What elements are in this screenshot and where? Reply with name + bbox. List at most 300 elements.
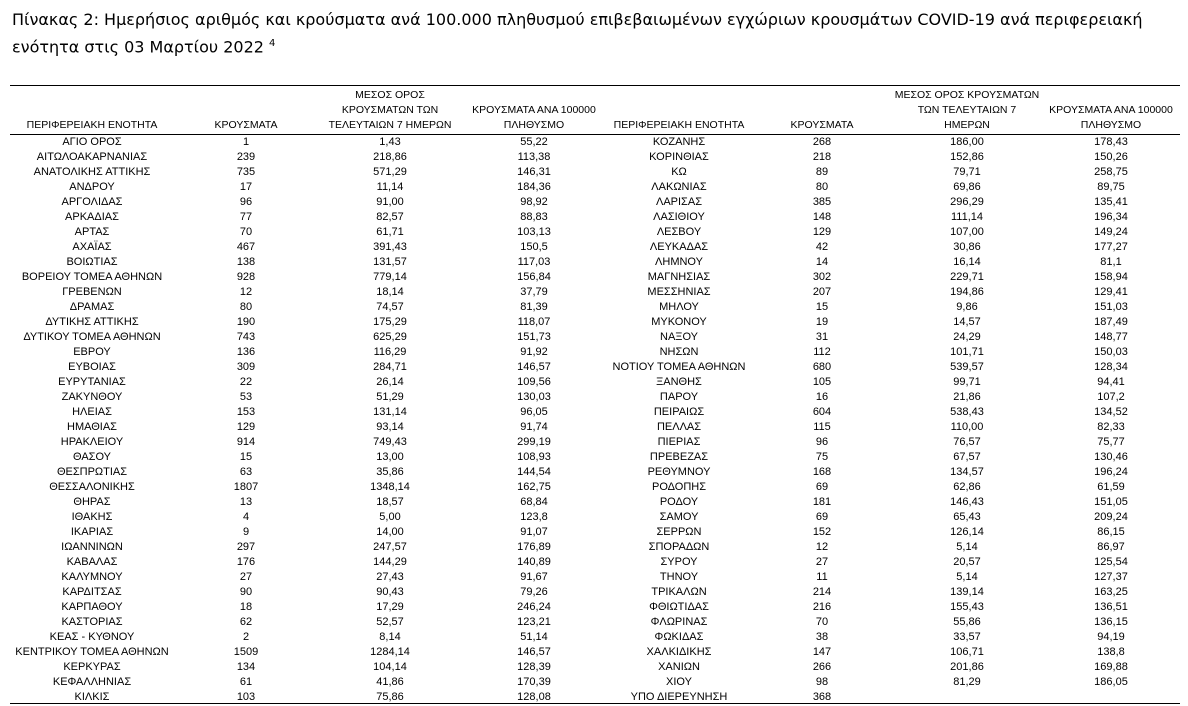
table-top-rule [10,85,1180,86]
cell-region: ΧΑΛΚΙΔΙΚΗΣ [646,646,712,658]
cell-cases: 368 [812,691,832,703]
table-row [10,165,606,180]
cell-cases: 914 [236,436,256,448]
cell-region: ΤΡΙΚΑΛΩΝ [651,586,707,598]
cell-per100k: 128,39 [517,661,551,673]
cell-per100k: 107,2 [1097,391,1125,403]
cell-cases: 15 [815,301,829,313]
cell-region: ΦΩΚΙΔΑΣ [654,631,704,643]
cell-per100k: 91,92 [520,346,548,358]
cell-per100k: 196,24 [1094,466,1128,478]
table-row [10,495,606,510]
cell-cases: 743 [236,331,256,343]
footnote-marker: 4 [269,38,276,49]
table-row [10,675,606,690]
cell-avg7: 131,57 [373,256,407,268]
cell-per100k: 184,36 [517,181,551,193]
header-per100k: ΚΡΟΥΣΜΑΤΑ ΑΝΑ 100000 ΠΛΗΘΥΣΜΟ [462,88,606,135]
cell-avg7: 144,29 [373,556,407,568]
cell-cases: 70 [815,616,829,628]
cell-cases: 735 [236,166,256,178]
table-row [10,270,606,285]
cell-avg7: 33,57 [953,631,981,643]
table-row [606,615,1180,630]
cell-per100k: 96,05 [520,406,548,418]
table-row [10,390,606,405]
cell-cases: 467 [236,241,256,253]
cell-cases: 62 [239,616,253,628]
cell-region: ΛΕΥΚΑΔΑΣ [649,241,709,253]
header-avg7: ΜΕΣΟΣ ΟΡΟΣ ΚΡΟΥΣΜΑΤΩΝ ΤΩΝ ΤΕΛΕΥΤΑΙΩΝ 7 ΗΜΕΡΩΝ [892,88,1042,135]
cell-per100k: 75,77 [1097,436,1125,448]
cell-per100k: 177,27 [1094,241,1128,253]
cell-avg7: 18,14 [376,286,404,298]
table-row [10,540,606,555]
cell-avg7: 9,86 [956,301,978,313]
cell-region: ΜΕΣΣΗΝΙΑΣ [647,286,711,298]
cell-avg7: 91,00 [376,196,404,208]
cell-cases: 268 [812,136,832,148]
cell-per100k: 136,15 [1094,616,1128,628]
cell-per100k: 130,03 [517,391,551,403]
table-row [606,180,1180,195]
cell-cases: 90 [239,586,253,598]
cell-cases: 38 [815,631,829,643]
cell-cases: 27 [239,571,253,583]
cell-cases: 239 [236,151,256,163]
cell-per100k: 178,43 [1094,136,1128,148]
cell-per100k: 108,93 [517,451,551,463]
cell-per100k: 146,57 [517,646,551,658]
cell-cases: 309 [236,361,256,373]
cell-region: ΔΥΤΙΚΟΥ ΤΟΜΕΑ ΑΘΗΝΩΝ [23,331,161,343]
table-row [10,375,606,390]
cell-cases: 12 [815,541,829,553]
table-row [10,450,606,465]
cell-region: ΞΑΝΘΗΣ [656,376,702,388]
cell-per100k: 151,03 [1094,301,1128,313]
cell-cases: 22 [239,376,253,388]
cell-region: ΝΑΞΟΥ [660,331,698,343]
cell-avg7: 116,29 [373,346,407,358]
cell-region: ΦΘΙΩΤΙΔΑΣ [649,601,709,613]
cell-per100k: 156,84 [517,271,551,283]
table-row [606,450,1180,465]
table-row [606,240,1180,255]
table-row [606,195,1180,210]
cell-avg7: 539,57 [950,361,984,373]
table-row [10,150,606,165]
cell-per100k: 187,49 [1094,316,1128,328]
cell-region: ΚΑΡΠΑΘΟΥ [61,601,123,613]
cell-per100k: 128,08 [517,691,551,703]
table-row [10,180,606,195]
cell-cases: 98 [815,676,829,688]
table-row [10,570,606,585]
caption-text: Πίνακας 2: Ημερήσιος αριθμός και κρούσματα ανά 100.000 πληθυσμού επιβεβαιωμένων εγχώριων κρουσμάτων COVID-19 ανά περιφερειακή ενότητα στις 03 Μαρτίου 2022 [12,10,1143,57]
table-row [606,525,1180,540]
cell-cases: 1807 [233,481,259,493]
table-row [10,615,606,630]
cell-region: ΑΝΑΤΟΛΙΚΗΣ ΑΤΤΙΚΗΣ [33,166,151,178]
cell-region: ΘΕΣΣΑΛΟΝΙΚΗΣ [49,481,135,493]
cell-avg7: 18,57 [376,496,404,508]
cell-region: ΔΡΑΜΑΣ [69,301,115,313]
cell-cases: 218 [812,151,832,163]
table-row [606,435,1180,450]
cell-region: ΠΑΡΟΥ [659,391,699,403]
cell-region: ΘΕΣΠΡΩΤΙΑΣ [56,466,128,478]
cell-per100k: 109,56 [517,376,551,388]
table-row [606,495,1180,510]
cell-per100k: 79,26 [520,586,548,598]
cell-per100k: 123,8 [520,511,548,523]
table-row [606,465,1180,480]
table-row [10,240,606,255]
cell-cases: 214 [812,586,832,598]
cell-cases: 80 [815,181,829,193]
cell-region: ΡΟΔΟΠΗΣ [651,481,707,493]
cell-avg7: 51,29 [376,391,404,403]
table-row [606,360,1180,375]
cell-avg7: 30,86 [953,241,981,253]
table-row [10,300,606,315]
cell-avg7: 5,14 [956,571,978,583]
table-row [10,360,606,375]
cell-cases: 112 [813,346,831,358]
cell-per100k: 138,8 [1097,646,1125,658]
cell-region: ΗΛΕΙΑΣ [72,406,112,418]
cell-cases: 96 [239,196,253,208]
cell-avg7: 175,29 [373,316,407,328]
cell-per100k: 118,07 [517,316,551,328]
table-row [10,315,606,330]
cell-avg7: 8,14 [379,631,401,643]
cell-cases: 105 [812,376,832,388]
cell-region: ΖΑΚΥΝΘΟΥ [61,391,123,403]
cell-region: ΑΡΚΑΔΙΑΣ [65,211,119,223]
cell-avg7: 201,86 [950,661,984,673]
table-row [10,225,606,240]
cell-avg7: 26,14 [376,376,404,388]
cell-region: ΑΓΙΟ ΟΡΟΣ [62,136,122,148]
cell-cases: 152 [812,526,832,538]
cell-region: ΤΗΝΟΥ [659,571,699,583]
table-row [606,390,1180,405]
header-cases: ΚΡΟΥΣΜΑΤΑ [174,88,318,135]
cell-avg7: 90,43 [376,586,404,598]
cell-avg7: 69,86 [953,181,981,193]
table-row [606,600,1180,615]
cell-region: ΑΡΓΟΛΙΔΑΣ [61,196,123,208]
cell-per100k: 37,79 [520,286,548,298]
table-row [10,630,606,645]
cell-region: ΑΡΤΑΣ [74,226,110,238]
cell-cases: 12 [239,286,253,298]
cell-avg7: 538,43 [950,406,984,418]
cell-per100k: 51,14 [520,631,548,643]
cell-per100k: 86,97 [1097,541,1125,553]
cell-avg7: 218,86 [373,151,407,163]
cell-cases: 385 [812,196,832,208]
cell-cases: 136 [236,346,256,358]
cell-cases: 928 [236,271,256,283]
cell-per100k: 169,88 [1094,661,1128,673]
cell-cases: 168 [812,466,832,478]
cell-cases: 16 [815,391,829,403]
cell-region: ΠΙΕΡΙΑΣ [657,436,701,448]
cell-avg7: 1284,14 [370,646,410,658]
cell-avg7: 65,43 [953,511,981,523]
cell-region: ΙΩΑΝΝΙΝΩΝ [61,541,123,553]
table-row [10,660,606,675]
cell-cases: 77 [239,211,253,223]
cell-avg7: 571,29 [373,166,407,178]
table-row [10,405,606,420]
cell-avg7: 194,86 [950,286,984,298]
table-row [606,375,1180,390]
cell-cases: 680 [812,361,832,373]
table-row [606,675,1180,690]
cell-avg7: 14,57 [953,316,981,328]
table-row [606,330,1180,345]
cell-region: ΚΩ [671,166,687,178]
table-row [606,315,1180,330]
cell-region: ΛΑΚΩΝΙΑΣ [651,181,707,193]
cell-cases: 176 [236,556,256,568]
cell-region: ΜΑΓΝΗΣΙΑΣ [647,271,711,283]
cell-per100k: 151,73 [517,331,551,343]
table-header-row [606,88,1180,135]
table-row [606,405,1180,420]
cell-avg7: 82,57 [376,211,404,223]
table-row [10,555,606,570]
cell-per100k: 144,54 [517,466,551,478]
cases-table-left [10,88,606,705]
cell-region: ΚΟΡΙΝΘΙΑΣ [649,151,709,163]
cell-cases: 61 [239,676,253,688]
cell-per100k: 127,37 [1094,571,1128,583]
cell-per100k: 146,57 [517,361,551,373]
cell-region: ΛΑΡΙΣΑΣ [655,196,702,208]
cell-avg7: 247,57 [373,541,407,553]
table-row [10,480,606,495]
cell-region: ΗΡΑΚΛΕΙΟΥ [60,436,124,448]
cell-avg7: 27,43 [376,571,404,583]
cell-region: ΘΗΡΑΣ [73,496,111,508]
cell-cases: 207 [812,286,832,298]
cell-per100k: 140,89 [517,556,551,568]
cell-per100k: 94,41 [1097,376,1125,388]
cell-avg7: 41,86 [376,676,404,688]
cell-per100k: 113,38 [517,151,551,163]
cell-avg7: 55,86 [953,616,981,628]
cell-cases: 103 [236,691,256,703]
table-header-row [10,88,606,135]
cell-cases: 42 [815,241,829,253]
cell-cases: 14 [815,256,829,268]
cell-avg7: 61,71 [376,226,404,238]
cell-per100k: 123,21 [517,616,551,628]
cell-region: ΣΑΜΟΥ [659,511,699,523]
cell-cases: 18 [239,601,253,613]
table-row [606,345,1180,360]
cell-per100k: 299,19 [517,436,551,448]
cell-region: ΒΟΙΩΤΙΑΣ [66,256,118,268]
cell-region: ΔΥΤΙΚΗΣ ΑΤΤΙΚΗΣ [45,316,139,328]
cell-avg7: 13,00 [376,451,404,463]
cell-per100k: 150,5 [520,241,548,253]
cell-region: ΕΒΡΟΥ [73,346,111,358]
cell-region: ΚΙΛΚΙΣ [74,691,110,703]
cell-cases: 96 [815,436,829,448]
cell-region: ΑΙΤΩΛΟΑΚΑΡΝΑΝΙΑΣ [36,151,148,163]
cell-cases: 190 [236,316,256,328]
cell-region: ΧΑΝΙΩΝ [658,661,700,673]
cell-region: ΜΗΛΟΥ [659,301,699,313]
table-row [606,270,1180,285]
cell-per100k: 88,83 [520,211,548,223]
cell-cases: 63 [239,466,253,478]
cell-cases: 134 [236,661,256,673]
table-row [10,135,606,151]
cell-per100k: 82,33 [1097,421,1125,433]
cell-avg7: 111,14 [950,211,983,223]
table-row [10,195,606,210]
cell-region: ΠΕΙΡΑΙΩΣ [653,406,705,418]
cell-cases: 302 [812,271,832,283]
cell-avg7: 67,57 [953,451,981,463]
cell-region: ΗΜΑΘΙΑΣ [67,421,117,433]
cell-avg7: 391,43 [373,241,407,253]
cell-avg7: 101,71 [950,346,984,358]
cell-avg7: 155,43 [950,601,984,613]
cell-avg7: 152,86 [950,151,984,163]
cell-cases: 80 [239,301,253,313]
cell-avg7: 52,57 [376,616,404,628]
cell-per100k: 117,03 [517,256,551,268]
cell-per100k: 81,1 [1100,256,1122,268]
cell-per100k: 209,24 [1094,511,1128,523]
cell-avg7: 139,14 [950,586,984,598]
cell-cases: 181 [812,496,832,508]
table-row [10,435,606,450]
cell-avg7: 14,00 [376,526,404,538]
cell-per100k: 89,75 [1097,181,1125,193]
cell-region: ΚΑΒΑΛΑΣ [66,556,118,568]
cell-region: ΚΑΛΥΜΝΟΥ [61,571,123,583]
cell-cases: 89 [815,166,829,178]
cell-per100k: 94,19 [1097,631,1125,643]
header-cases: ΚΡΟΥΣΜΑΤΑ [752,88,892,135]
cell-cases: 1509 [233,646,259,658]
cell-per100k: 146,31 [517,166,551,178]
cell-per100k: 149,24 [1094,226,1128,238]
cell-cases: 11 [816,571,828,583]
cell-cases: 13 [239,496,253,508]
cell-per100k: 162,75 [517,481,551,493]
cell-avg7: 110,00 [950,421,984,433]
cases-table-right [606,88,1180,705]
table-row [606,570,1180,585]
cell-per100k: 103,13 [517,226,551,238]
table-row [10,330,606,345]
cell-avg7: 74,57 [376,301,404,313]
cell-per100k: 150,26 [1094,151,1128,163]
cell-region: ΣΕΡΡΩΝ [656,526,702,538]
cell-per100k: 196,34 [1094,211,1128,223]
cell-per100k: 61,59 [1097,481,1125,493]
cell-avg7: 126,14 [950,526,984,538]
cell-per100k: 150,03 [1094,346,1128,358]
table-row [10,345,606,360]
cell-region: ΚΟΖΑΝΗΣ [652,136,706,148]
cell-cases: 129 [812,226,832,238]
cell-avg7: 749,43 [373,436,407,448]
cell-per100k: 136,51 [1094,601,1128,613]
cell-cases: 604 [812,406,832,418]
table-row [606,555,1180,570]
cell-per100k: 91,07 [520,526,548,538]
cell-per100k: 98,92 [520,196,548,208]
table-row [10,585,606,600]
table-row [10,525,606,540]
table-row [10,645,606,660]
cell-region: ΚΕΡΚΥΡΑΣ [63,661,121,673]
cell-avg7: 107,00 [950,226,984,238]
cell-cases: 15 [239,451,253,463]
cell-cases: 69 [815,511,829,523]
cell-per100k: 176,89 [517,541,551,553]
table-row [606,210,1180,225]
cell-cases: 147 [812,646,832,658]
cell-avg7: 5,00 [379,511,401,523]
cell-cases: 2 [242,631,250,643]
cell-cases: 297 [236,541,256,553]
table-row [606,165,1180,180]
cell-cases: 75 [815,451,829,463]
table-row [606,285,1180,300]
cell-cases: 115 [813,421,831,433]
table-row [606,660,1180,675]
table-row [606,510,1180,525]
cell-avg7: 24,29 [953,331,981,343]
cell-region: ΛΗΜΝΟΥ [655,256,703,268]
cell-cases: 69 [815,481,829,493]
table-row [10,255,606,270]
cell-region: ΠΡΕΒΕΖΑΣ [649,451,709,463]
cell-region: ΛΕΣΒΟΥ [656,226,702,238]
cell-region: ΙΚΑΡΙΑΣ [70,526,114,538]
table-caption [12,8,1182,59]
cell-region: ΝΗΣΩΝ [659,346,699,358]
cell-region: ΦΛΩΡΙΝΑΣ [650,616,708,628]
cell-region: ΚΕΑΣ - ΚΥΘΝΟΥ [49,631,135,643]
cell-per100k: 68,84 [520,496,548,508]
cell-region: ΛΑΣΙΘΙΟΥ [653,211,705,223]
table-row [606,480,1180,495]
cell-cases: 17 [239,181,253,193]
cell-cases: 31 [815,331,829,343]
cell-region: ΒΟΡΕΙΟΥ ΤΟΜΕΑ ΑΘΗΝΩΝ [21,271,163,283]
table-row [606,135,1180,151]
cell-avg7: 81,29 [953,676,981,688]
cell-region: ΜΥΚΟΝΟΥ [651,316,707,328]
cell-avg7: 229,71 [950,271,984,283]
cell-per100k: 258,75 [1094,166,1128,178]
header-region: ΠΕΡΙΦΕΡΕΙΑΚΗ ΕΝΟΤΗΤΑ [10,88,174,135]
cell-cases: 153 [236,406,256,418]
